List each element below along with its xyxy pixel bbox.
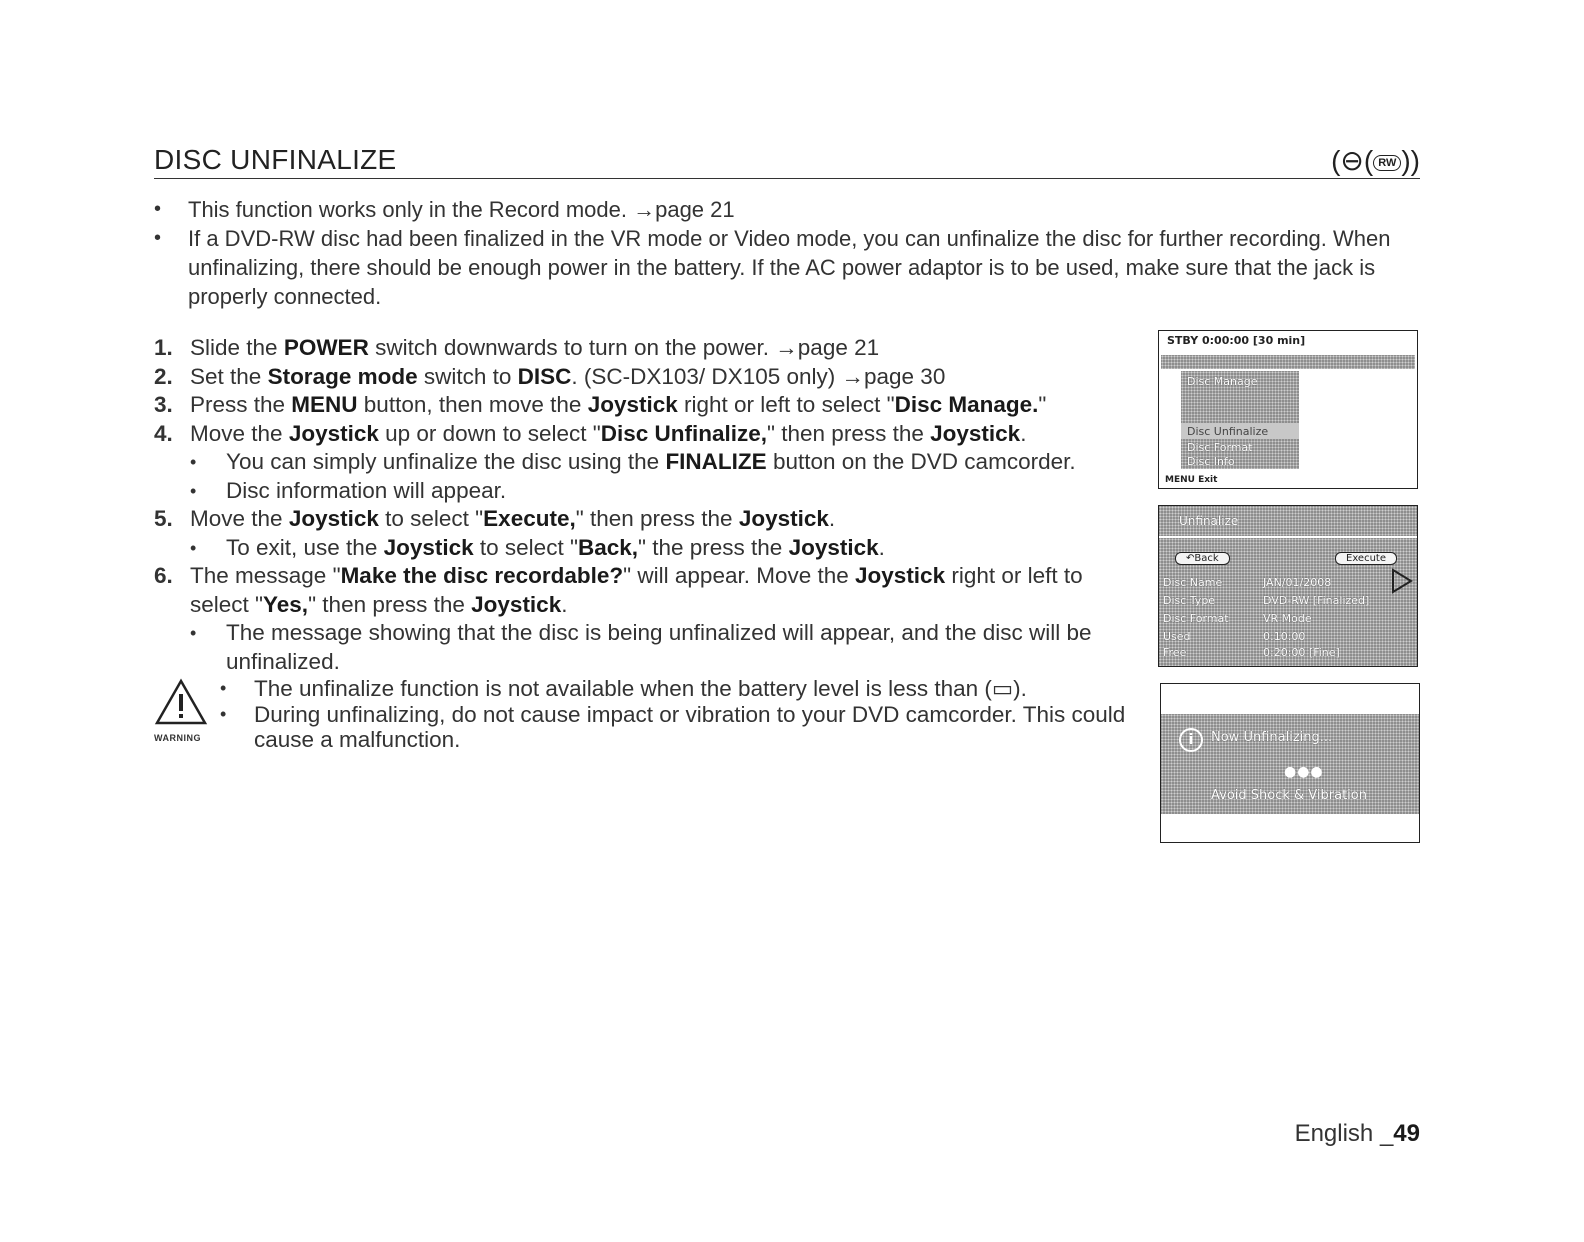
step-text: " will appear. Move the [623,563,856,588]
info-row [1163,646,1413,659]
screen-body [1159,538,1417,666]
step-number: 3. [154,392,173,417]
menu-exit-label: MENU Exit [1165,475,1218,485]
step-text: " then press the [308,591,472,617]
intro-item: • If a DVD-RW disc had been finalized in the VR mode or Video mode, you can unfinalize the disc for further recording. When unfinalizing, there should be enough power in the battery. If the AC power adaptor is to be used, make sure that the jack is properly connected. [154,224,1424,311]
note-text: To exit, use the [226,534,384,560]
mode-icons-close: )) [1401,145,1420,176]
section-header [154,144,1420,179]
menu-item-selected: Disc Unfinalize [1187,425,1269,438]
page-footer [1295,1120,1420,1148]
warning-item: • The unfinalize function is not available when the battery level is less than (▭). [220,676,1140,702]
step-number: 6. [154,563,173,588]
warning-list [220,676,1140,753]
note-text: to select " [473,534,578,560]
note-text: " the press the [638,534,789,560]
info-value: 0:10:00 [1263,630,1306,643]
step-text: right or left to select " [677,392,895,417]
step-note [190,448,1144,477]
unfinalize-screenshot [1158,505,1418,667]
intro-item: • This function works only in the Record mode. →page 21 [154,195,1424,224]
footer-language: English _ [1294,1120,1394,1147]
info-key: Free [1163,646,1187,659]
note-keyword: Joystick [383,534,474,560]
step-keyword: POWER [283,335,369,360]
step-1 [154,334,1144,363]
info-row [1163,594,1413,607]
caution-message: Avoid Shock & Vibration [1211,788,1367,803]
step-keyword: Storage mode [267,363,418,389]
info-row [1163,612,1413,625]
info-value: 0:20:00 [Fine] [1263,646,1340,659]
info-row [1163,630,1413,643]
menu-item: Disc Info [1187,455,1235,468]
step-4 [154,420,1144,506]
note-text: You can simply unfinalize the disc using the [226,449,666,474]
step-5 [154,505,1144,562]
warning-item: • During unfinalizing, do not cause impact or vibration to your DVD camcorder. This could cause a malfunction. [220,702,1140,753]
info-key: Disc Type [1163,594,1216,607]
camera-mode-icon: (⊖( [1331,145,1374,176]
cursor-icon [1391,568,1413,594]
step-text: button, then move the [357,392,588,417]
step-keyword: Yes, [263,591,309,617]
page-number: 49 [1393,1120,1420,1147]
info-value: JAN/01/2008 [1263,576,1332,589]
step-text: to select " [378,506,484,531]
step-text: Press the [190,392,292,417]
step-text: The message " [190,563,341,588]
step-text: . [828,506,836,531]
step-text: " then press the [767,420,931,446]
note-keyword: Back, [577,534,638,560]
step-note: • The message showing that the disc is being unfinalized will appear, and the disc will be unfinalized. [190,619,1144,676]
menu-screenshot [1158,330,1418,489]
note-text: button on the DVD camcorder. [766,449,1076,474]
info-value: VR Mode [1263,612,1312,625]
step-text: Set the [190,363,268,389]
note-keyword: FINALIZE [665,449,767,474]
step-number: 1. [154,335,173,360]
note-keyword: Joystick [788,534,879,560]
step-keyword: Joystick [855,563,946,588]
step-text: " [1038,392,1047,417]
progress-screenshot [1160,683,1420,843]
note-text: . [878,534,885,560]
progress-message: Now Unfinalizing... [1211,730,1333,745]
step-keyword: Joystick [587,392,678,417]
mode-icons [1331,144,1420,177]
step-number: 4. [154,420,173,446]
step-text: . (SC-DX103/ DX105 only) →page 30 [571,363,946,389]
step-number: 2. [154,363,173,389]
info-key: Disc Format [1163,612,1229,625]
menu-item: Disc Format [1187,441,1253,454]
menu-item: Disc Manage [1187,375,1258,388]
progress-dots: ●●● [1284,764,1324,780]
intro-list [154,195,1424,311]
step-text: " then press the [575,506,739,531]
step-text: Move the [190,420,289,446]
info-value: DVD-RW [Finalized] [1263,594,1370,607]
message-band [1161,714,1419,814]
step-2 [154,363,1144,392]
step-keyword: Execute, [483,506,576,531]
menu-tabs [1161,355,1415,369]
info-row [1163,576,1413,589]
step-text: switch downwards to turn on the power. →page 21 [368,335,880,360]
step-text: switch to [417,363,518,389]
steps-list [154,334,1144,676]
step-text: Slide the [190,335,284,360]
back-button: ↶Back [1175,552,1230,565]
warning-icon [154,678,208,728]
step-keyword: Disc Unfinalize, [600,420,768,446]
dvd-rw-icon: RW [1373,155,1401,171]
info-icon: i [1179,728,1203,752]
step-6 [154,562,1144,676]
step-keyword: Make the disc recordable? [340,563,624,588]
step-text: up or down to select " [378,420,601,446]
menu-list [1181,371,1299,469]
step-keyword: DISC [517,363,572,389]
step-text: Move the [190,506,289,531]
step-text: . [561,591,568,617]
info-key: Used [1163,630,1191,643]
step-keyword: Joystick [471,591,562,617]
step-keyword: MENU [291,392,358,417]
step-3 [154,391,1144,420]
step-note: • Disc information will appear. [190,477,1144,506]
step-keyword: Joystick [288,420,379,446]
page-title: DISC UNFINALIZE [154,144,397,175]
warning-label: WARNING [154,733,201,743]
execute-button: Execute [1335,552,1397,565]
info-key: Disc Name [1163,576,1223,589]
step-number: 5. [154,506,173,531]
step-text: . [1020,420,1027,446]
step-keyword: Joystick [930,420,1021,446]
step-keyword: Joystick [738,506,829,531]
step-text: right or left to select " [190,563,1083,617]
step-note [190,534,1144,563]
step-keyword: Disc Manage. [894,392,1039,417]
screen-title: Unfinalize [1179,514,1239,528]
screen-header [1159,506,1417,536]
status-bar: STBY 0:00:00 [30 min] [1167,334,1306,347]
step-keyword: Joystick [288,506,379,531]
